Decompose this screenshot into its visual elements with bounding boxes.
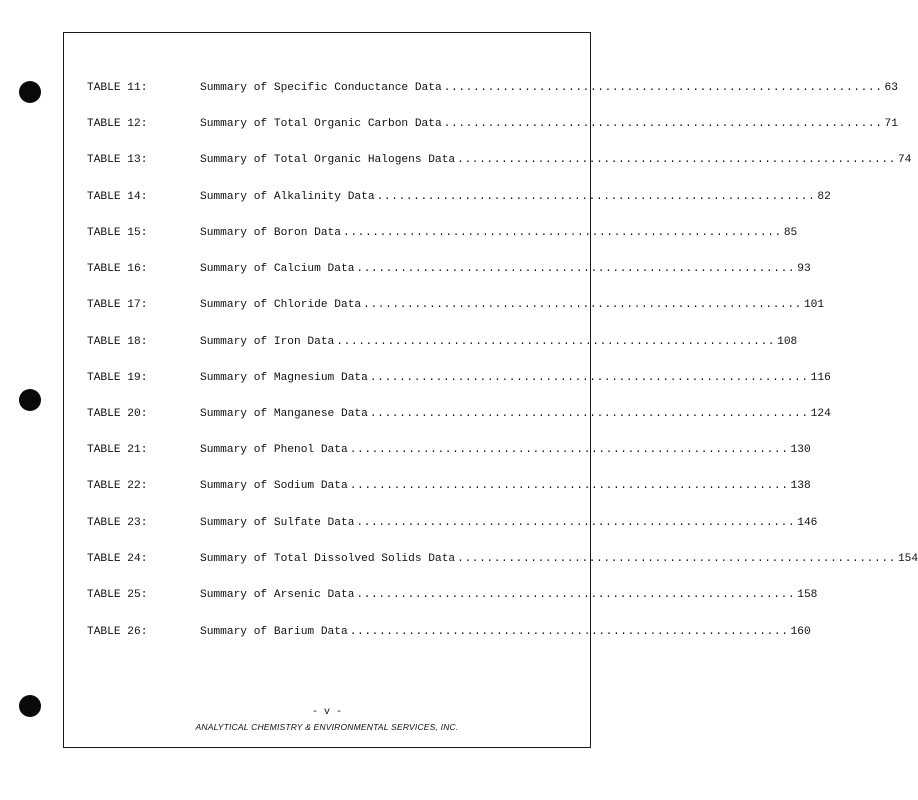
binder-hole-middle — [19, 389, 41, 411]
dot-leader: ............................................................ — [363, 299, 802, 311]
toc-entry-title: Summary of Sodium Data — [200, 480, 348, 492]
company-footer: ANALYTICAL CHEMISTRY & ENVIRONMENTAL SERVICES, INC. — [195, 722, 459, 732]
toc-page-number: 138 — [790, 480, 811, 492]
toc-entry — [87, 334, 798, 350]
toc-entry — [87, 152, 912, 168]
toc-entry-title: Summary of Alkalinity Data — [200, 191, 375, 203]
toc-table-label: TABLE 15: — [87, 227, 148, 239]
toc-table-label: TABLE 12: — [87, 118, 148, 130]
toc-table-label: TABLE 11: — [87, 82, 148, 94]
toc-entry-title: Summary of Arsenic Data — [200, 589, 355, 601]
binder-hole-top — [19, 81, 41, 103]
toc-page-number: 101 — [803, 299, 825, 311]
toc-entry — [87, 261, 811, 277]
page-number: - v - — [311, 707, 342, 718]
toc-table-label: TABLE 22: — [87, 480, 148, 492]
toc-table-label: TABLE 20: — [87, 408, 148, 420]
toc-table-label: TABLE 16: — [87, 263, 148, 275]
toc-table-label: TABLE 24: — [87, 553, 148, 565]
dot-leader: ............................................................ — [369, 372, 809, 384]
toc-table-label: TABLE 26: — [87, 626, 148, 638]
toc-entry-title: Summary of Phenol Data — [200, 444, 348, 456]
dot-leader: ............................................................ — [457, 154, 896, 166]
toc-entry-title: Summary of Manganese Data — [200, 408, 368, 420]
toc-page-number: 116 — [810, 372, 831, 384]
toc-page-number: 63 — [884, 82, 898, 94]
toc-table-label: TABLE 14: — [87, 191, 148, 203]
toc-entry — [87, 116, 898, 132]
toc-entry — [87, 624, 811, 640]
toc-table-label: TABLE 13: — [87, 154, 148, 166]
toc-entry — [87, 442, 811, 458]
toc-page-number: 85 — [783, 227, 798, 239]
toc-page-number: 74 — [897, 154, 912, 166]
toc-table-label: TABLE 23: — [87, 517, 148, 529]
toc-entry — [87, 225, 798, 241]
toc-entry — [87, 587, 818, 603]
toc-entry-title: Summary of Chloride Data — [200, 299, 362, 311]
toc-entry — [87, 370, 831, 386]
toc-page-number: 82 — [817, 191, 831, 203]
toc-page-number: 158 — [797, 589, 818, 601]
toc-page-number: 93 — [797, 263, 811, 275]
dot-leader: ............................................................ — [349, 444, 789, 456]
toc-page-number: 154 — [897, 553, 918, 565]
toc-entry — [87, 515, 818, 531]
toc-entry-title: Summary of Magnesium Data — [200, 372, 368, 384]
toc-entry — [87, 80, 898, 96]
toc-table-label: TABLE 18: — [87, 336, 148, 348]
dot-leader: ............................................................ — [376, 191, 816, 203]
dot-leader: ............................................................ — [349, 626, 789, 638]
toc-entry — [87, 478, 811, 494]
toc-entry-title: Summary of Barium Data — [200, 626, 348, 638]
toc-entry — [87, 551, 918, 567]
toc-entry-title: Summary of Boron Data — [200, 227, 341, 239]
page-frame — [63, 32, 591, 748]
dot-leader: ............................................................ — [343, 227, 782, 239]
toc-entry-title: Summary of Total Dissolved Solids Data — [200, 553, 456, 565]
toc-entry — [87, 189, 831, 205]
dot-leader: ............................................................ — [443, 118, 883, 130]
dot-leader: ............................................................ — [356, 589, 796, 601]
toc-page-number: 160 — [790, 626, 811, 638]
toc-entry-title: Summary of Sulfate Data — [200, 517, 355, 529]
toc-entry — [87, 297, 825, 313]
dot-leader: ............................................................ — [336, 336, 776, 348]
toc-table-label: TABLE 21: — [87, 444, 148, 456]
dot-leader: ............................................................ — [369, 408, 809, 420]
toc-table-label: TABLE 17: — [87, 299, 148, 311]
toc-entry-title: Summary of Total Organic Carbon Data — [200, 118, 442, 130]
dot-leader: ............................................................ — [356, 517, 796, 529]
toc-entry-title: Summary of Total Organic Halogens Data — [200, 154, 456, 166]
toc-table-label: TABLE 25: — [87, 589, 148, 601]
dot-leader: ............................................................ — [443, 82, 883, 94]
toc-page-number: 124 — [810, 408, 831, 420]
dot-leader: ............................................................ — [349, 480, 789, 492]
toc-page-number: 130 — [790, 444, 811, 456]
binder-hole-bottom — [19, 695, 41, 717]
toc-page-number: 146 — [797, 517, 818, 529]
toc-entry-title: Summary of Specific Conductance Data — [200, 82, 442, 94]
toc-entry-title: Summary of Calcium Data — [200, 263, 355, 275]
dot-leader: ............................................................ — [457, 553, 896, 565]
toc-table-label: TABLE 19: — [87, 372, 148, 384]
toc-page-number: 71 — [884, 118, 898, 130]
toc-entry-title: Summary of Iron Data — [200, 336, 335, 348]
toc-entry — [87, 406, 831, 422]
dot-leader: ............................................................ — [356, 263, 796, 275]
toc-page-number: 108 — [777, 336, 798, 348]
